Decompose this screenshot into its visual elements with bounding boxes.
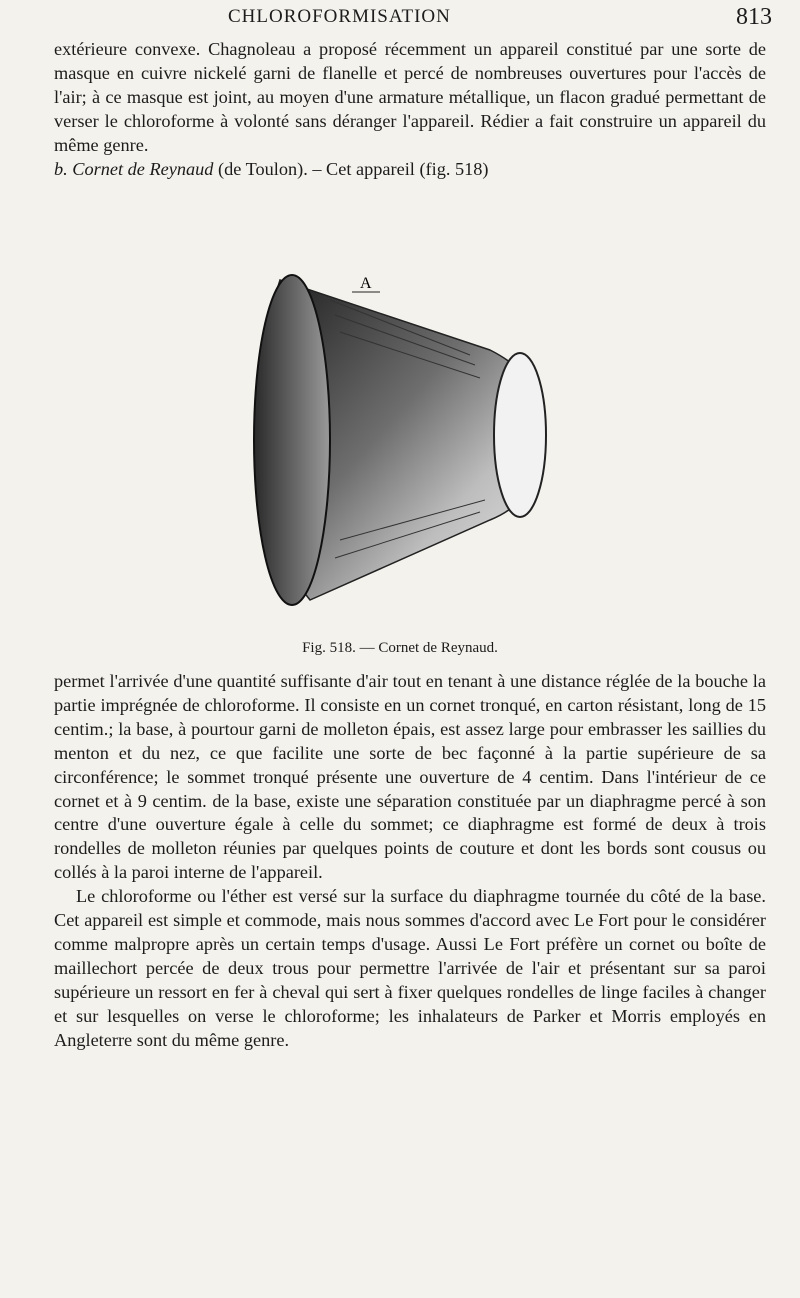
bottom-text-block: [54, 670, 766, 1053]
page-number: 813: [736, 4, 772, 30]
paragraph-chagnoleau: extérieure convexe. Chagnoleau a proposé récemment un appareil constitué par une sorte de masque en cuivre nickelé garni de flanelle et percé de nombreuses ouvertures pour l'accès de l'air; à ce masque est joint, au moyen d'une armature métallique, un flacon gradué permettant de verser le chloroforme à volonté sans déranger l'appareil. Rédier a fait construire un appareil du même genre.: [54, 39, 766, 155]
padded-base-rim: [254, 275, 330, 605]
cornet-drawing: [240, 240, 600, 630]
running-title: CHLOROFORMISATION: [228, 6, 451, 27]
top-text-block: [54, 38, 766, 181]
page-header: [0, 4, 800, 40]
paragraph-usage: Le chloroforme ou l'éther est versé sur la surface du diaphragme tournée du côté de la base. Cet appareil est simple et commode, mais nous sommes d'accord avec Le Fort pour le considérer comme malpropre après un certain temps d'usage. Aussi Le Fort préfère un cornet ou boîte de maillechort percée de deux trous pour permettre l'arrivée de l'air et présentant sur sa paroi supérieure un ressort en fer à cheval qui sert à fixer quelques rondelles de linge faciles à changer et sur lesquelles on verse le chloroforme; les inhalateurs de Parker et Morris employés en Angleterre sont du même genre.: [54, 886, 766, 1050]
paragraph-cornet-intro: [54, 158, 766, 182]
paragraph-description: permet l'arrivée d'une quantité suffisante d'air tout en tenant à une distance réglée de la bouche la partie imprégnée de chloroforme. Il consiste en un cornet tronqué, en carton résistant, long de 15 centim.; la base, à pourtour garni de molleton épais, est assez large pour embrasser les saillies du menton et du nez, ce que facilite une sorte de bec façonné à la partie supérieure de sa circonférence; le sommet tronqué présente une ouverture de 4 centim. Dans l'intérieur de ce cornet et à 9 centim. de la base, existe une séparation constituée par un diaphragme percé à son centre d'une ouverture égale à celle du sommet; ce diaphragme est formé de deux à trois rondelles de molleton réunies par quelques points de couture et dont les bords sont cousus ou collés à la paroi interne de l'appareil.: [54, 671, 766, 883]
section-lead-rest: (de Toulon). – Cet appareil (fig. 518): [213, 158, 489, 179]
figure-caption: Fig. 518. — Cornet de Reynaud.: [302, 640, 498, 656]
figure-cornet-illustration: [240, 240, 600, 630]
figure-label-mark: A: [360, 275, 372, 292]
top-opening: [494, 353, 546, 517]
section-lead: b. Cornet de Reynaud: [54, 158, 214, 179]
